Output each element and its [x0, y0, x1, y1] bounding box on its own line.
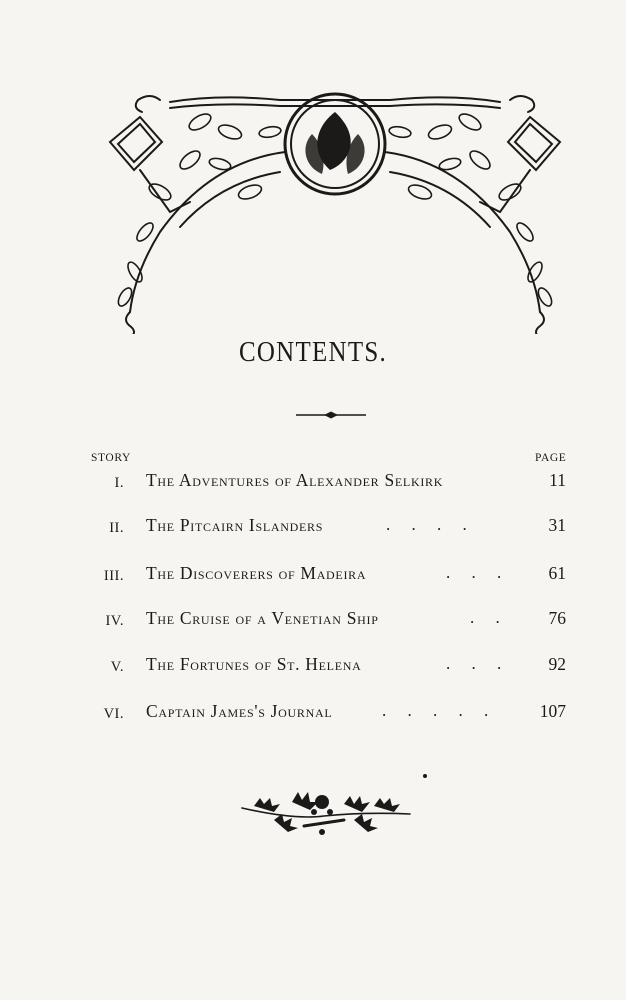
ink-speck	[423, 774, 427, 778]
dot-leader: . . .	[446, 563, 502, 582]
story-numeral: III.	[103, 568, 124, 584]
floral-headpiece-ornament	[100, 82, 570, 334]
holly-tailpiece-ornament	[234, 780, 414, 842]
story-numeral: II.	[109, 520, 124, 536]
story-title: The Discoverers of Madeira	[146, 563, 367, 583]
story-title: The Fortunes of St. Helena	[146, 654, 362, 674]
story-column-header: STORY	[91, 452, 131, 464]
page-number: 107	[539, 701, 566, 721]
dot-leader: . .	[470, 608, 500, 627]
page-number: 76	[548, 608, 566, 628]
story-numeral: IV.	[105, 613, 124, 629]
story-numeral: V.	[110, 659, 124, 675]
story-numeral: I.	[114, 475, 124, 491]
dot-leader: . . .	[446, 654, 502, 673]
page-column-header: PAGE	[535, 452, 567, 464]
toc-entry	[0, 515, 626, 543]
dot-leader: . . . .	[386, 515, 467, 534]
toc-entry	[0, 608, 626, 636]
toc-entry	[0, 654, 626, 682]
page-number: 31	[548, 515, 566, 535]
toc-entry	[0, 701, 626, 729]
title-divider-rule	[296, 409, 366, 421]
story-title: The Cruise of a Venetian Ship	[146, 608, 379, 628]
toc-entry	[0, 470, 626, 498]
page-number: 61	[548, 563, 566, 583]
page-number: 92	[548, 654, 566, 674]
story-numeral: VI.	[103, 706, 124, 722]
story-title: The Pitcairn Islanders	[146, 515, 324, 535]
dot-leader: . . . . .	[382, 701, 489, 720]
story-title: The Adventures of Alexander Selkirk	[146, 470, 444, 490]
toc-entry	[0, 563, 626, 591]
page-title: CONTENTS.	[238, 336, 388, 368]
story-title: Captain James's Journal	[146, 701, 333, 721]
page-number: 11	[549, 470, 566, 490]
